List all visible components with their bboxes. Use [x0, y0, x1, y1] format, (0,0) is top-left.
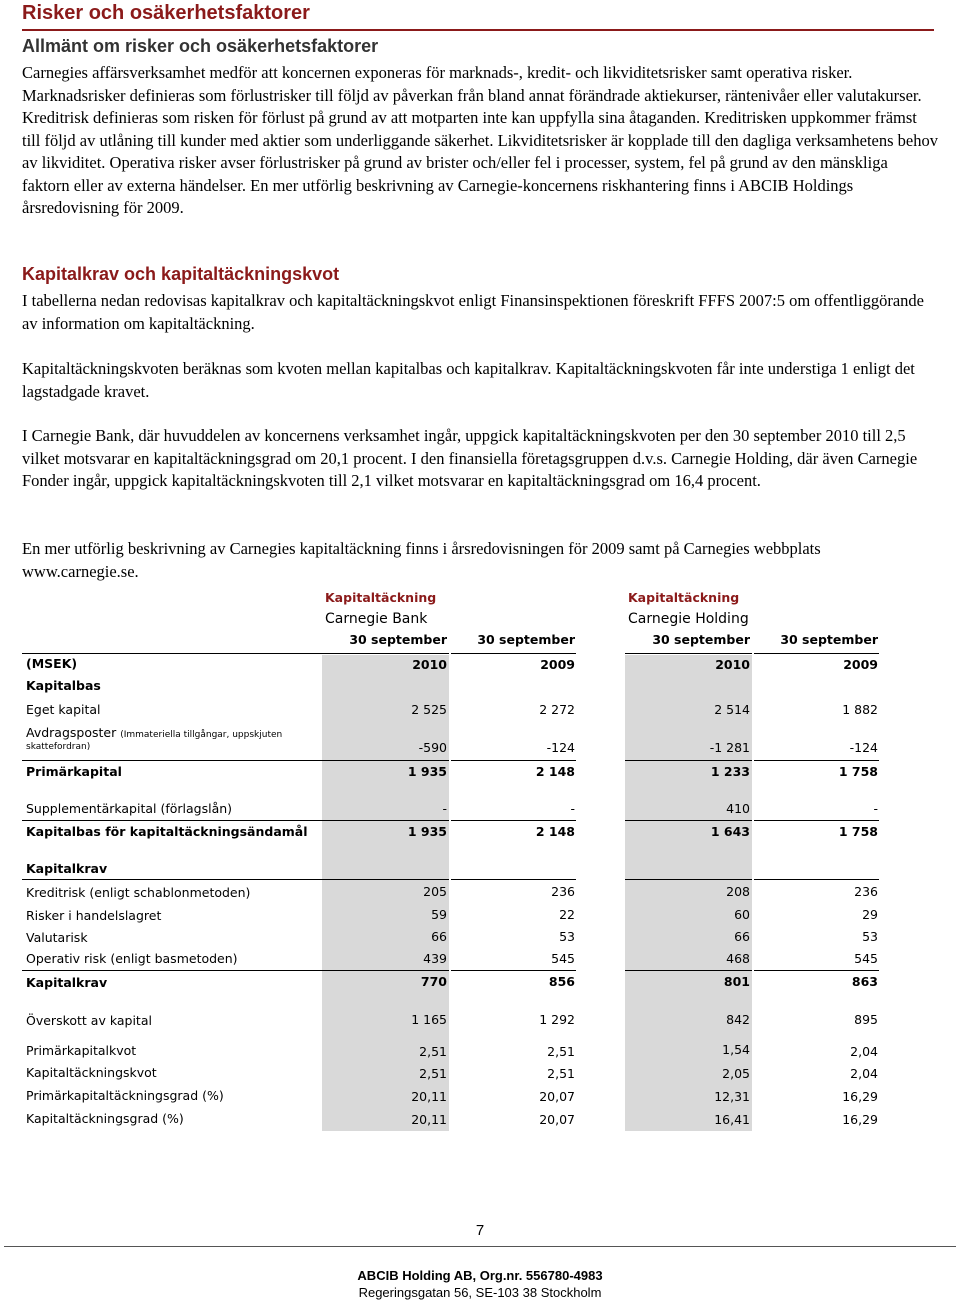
row-value: 2,04 [850, 1044, 878, 1059]
title-divider [22, 29, 934, 31]
row-value: 1 758 [838, 824, 878, 839]
row-label: Primärkapital [26, 764, 122, 779]
header-rule-col2 [451, 653, 576, 654]
column-year-3: 2010 [715, 657, 750, 672]
footer-company [0, 1268, 960, 1283]
row-value: 2 148 [535, 764, 575, 779]
row-label: Kapitalkrav [26, 975, 108, 990]
row-value: 468 [726, 951, 750, 966]
table-unit-label: (MSEK) [26, 656, 78, 671]
rule-before-primarkapital [451, 760, 576, 761]
rule-before-kapitalkrav-total [22, 970, 449, 971]
footer-divider [4, 1246, 956, 1247]
row-value: 16,29 [842, 1112, 878, 1127]
rule-before-primarkapital [625, 760, 752, 761]
row-label: Valutarisk [26, 930, 88, 945]
row-value: 1 165 [411, 1012, 447, 1027]
row-value: 60 [734, 907, 750, 922]
row-value: 2,51 [547, 1066, 575, 1081]
row-value: 2,04 [850, 1066, 878, 1081]
row-value: 22 [559, 907, 575, 922]
paragraph-risks: Carnegies affärsverksamhet medför att koncernen exponeras för marknads-, kredit- och likviditetsrisker samt operativa risker. Marknadsrisker definieras som förlustrisker till följd av påverkan från bland annat förändrade aktiekurser, räntenivåer eller valutakurser. Kreditrisk definieras som risken för förlust på grund av att motparten inte kan uppfylla sina åtaganden. Kreditrisken uppkommer främst till följd av utlåning till kunder med aktier som underliggande säkerhet. Likviditetsrisker är kopplade till den dagliga verksamhetens behov av likviditet. Operativa risker avser förlustrisker på grund av brister och/eller fel i processer, system, fel på grund av den mänskliga faktorn eller av externa händelser. En mer utförlig beskrivning av Carnegie-koncernens riskhantering finns i ABCIB Holdings årsredovisning för 2009. [22, 63, 938, 217]
row-value: 20,11 [411, 1089, 447, 1104]
row-value: 545 [551, 951, 575, 966]
row-value: 205 [423, 884, 447, 899]
paragraph-capital-figures: I Carnegie Bank, där huvuddelen av koncernens verksamhet ingår, uppgick kapitaltäckningskvoten per den 30 september 2010 till 2,5 vilket motsvarar en kapitaltäckningsgrad om 20,1 procent. I den finansiella företagsgruppen d.v.s. Carnegie Holding, där även Carnegie Fonder ingår, uppgick kapitaltäckningskvoten till 2,1 vilket motsvarar en kapitaltäckningsgrad om 16,4 procent. [22, 426, 918, 490]
row-value: -124 [849, 740, 878, 755]
row-value: 2,51 [419, 1066, 447, 1081]
rule-before-primarkapital [754, 760, 879, 761]
rule-before-kapitalbas-total [625, 820, 752, 821]
row-label: Kapitaltäckningsgrad (%) [26, 1111, 184, 1126]
row-value: 2,05 [722, 1066, 750, 1081]
row-value: 236 [854, 884, 878, 899]
header-rule-col3 [625, 653, 752, 654]
row-value: 801 [723, 974, 750, 989]
row-value: 16,41 [714, 1112, 750, 1127]
row-value: 1 643 [710, 824, 750, 839]
row-value: 20,11 [411, 1112, 447, 1127]
avdrag-main-label: Avdragsposter [26, 725, 117, 740]
row-value: -124 [546, 740, 575, 755]
column-year-1: 2010 [412, 657, 447, 672]
row-value: 208 [726, 884, 750, 899]
row-value: 863 [851, 974, 878, 989]
row-label: Överskott av kapital [26, 1013, 152, 1028]
paragraph-capital-more-info: En mer utförlig beskrivning av Carnegies kapitaltäckning finns i årsredovisningen för 2009 samt på Carnegies webbplats www.carnegie.se. [22, 539, 821, 581]
column-year-4: 2009 [843, 657, 878, 672]
rule-before-kapitalkrav-total [625, 970, 752, 971]
row-value: 895 [854, 1012, 878, 1027]
row-value: - [570, 801, 575, 816]
row-value: 410 [726, 801, 750, 816]
rule-kapitalkrav-section [625, 879, 752, 880]
column-period-4: 30 september [780, 632, 878, 647]
row-value: 20,07 [539, 1112, 575, 1127]
row-value: 29 [862, 907, 878, 922]
column-period-3: 30 september [652, 632, 750, 647]
section-heading-capital: Kapitalkrav och kapitaltäckningskvot [22, 264, 340, 284]
row-value: 236 [551, 884, 575, 899]
table-entity-bank: Carnegie Bank [325, 611, 428, 627]
row-label-avdragsposter [26, 725, 282, 740]
section-heading-risks: Allmänt om risker och osäkerhetsfaktorer [22, 36, 379, 56]
row-label: Kapitaltäckningskvot [26, 1065, 157, 1080]
row-label: Primärkapitaltäckningsgrad (%) [26, 1088, 224, 1103]
row-value: 59 [431, 907, 447, 922]
row-value: 1 292 [539, 1012, 575, 1027]
row-value: 12,31 [714, 1089, 750, 1104]
row-value: 1 882 [842, 702, 878, 717]
row-value: 66 [734, 929, 750, 944]
table-group-title-holding: Kapitaltäckning [628, 590, 740, 605]
paragraph-capital-intro: I tabellerna nedan redovisas kapitalkrav och kapitaltäckningskvot enligt Finansinspektionen föreskrift FFFS 2007:5 om offentliggörande av information om kapitaltäckning. [22, 291, 924, 333]
row-value: 2 525 [411, 702, 447, 717]
row-value: 2 514 [714, 702, 750, 717]
row-value: 439 [423, 951, 447, 966]
rule-kapitalkrav-section [754, 879, 879, 880]
row-value: -1 281 [709, 740, 750, 755]
row-value: 2 148 [535, 824, 575, 839]
footer-address: Regeringsgatan 56, SE-103 38 Stockholm [358, 1285, 602, 1300]
column-period-1: 30 september [349, 632, 447, 647]
page-number: 7 [475, 1222, 485, 1239]
table-entity-holding: Carnegie Holding [628, 611, 749, 627]
rule-kapitalkrav-section [22, 879, 449, 880]
rule-before-kapitalbas-total [22, 820, 449, 821]
rule-before-kapitalbas-total [754, 820, 879, 821]
table-section-kapitalbas: Kapitalbas [26, 678, 101, 693]
row-value: 53 [559, 929, 575, 944]
column-year-2: 2009 [540, 657, 575, 672]
paragraph-capital-ratio: Kapitaltäckningskvoten beräknas som kvoten mellan kapitalbas och kapitalkrav. Kapitaltäckningskvoten får inte understiga 1 enligt det lagstadgade kravet. [22, 359, 915, 401]
row-value: 842 [726, 1012, 750, 1027]
row-label: Risker i handelslagret [26, 908, 162, 923]
rule-before-kapitalkrav-total [451, 970, 576, 971]
header-rule-left [22, 653, 449, 654]
column-period-2: 30 september [477, 632, 575, 647]
row-label: Kreditrisk (enligt schablonmetoden) [26, 885, 251, 900]
rule-before-kapitalkrav-total [754, 970, 879, 971]
row-label: Eget kapital [26, 702, 101, 717]
row-value: 2,51 [547, 1044, 575, 1059]
row-value: 16,29 [842, 1089, 878, 1104]
row-label: Supplementärkapital (förlagslån) [26, 801, 233, 816]
row-value: 856 [548, 974, 575, 989]
rule-kapitalkrav-section [451, 879, 576, 880]
row-value: 53 [862, 929, 878, 944]
row-value: 2,51 [419, 1044, 447, 1059]
row-value: - [442, 801, 447, 816]
row-value: -590 [418, 740, 447, 755]
row-value: 1,54 [722, 1042, 750, 1057]
row-value: 1 935 [407, 764, 447, 779]
rule-before-kapitalbas-total [451, 820, 576, 821]
row-value: 545 [854, 951, 878, 966]
row-label: Operativ risk (enligt basmetoden) [26, 951, 238, 966]
table-group-title-bank: Kapitaltäckning [325, 590, 437, 605]
row-value: 770 [420, 974, 447, 989]
row-value: 1 935 [407, 824, 447, 839]
row-value: - [873, 801, 878, 816]
row-value: 2 272 [539, 702, 575, 717]
avdrag-note-2: skattefordran) [26, 742, 91, 752]
row-value: 20,07 [539, 1089, 575, 1104]
row-value: 1 758 [838, 764, 878, 779]
row-value: 66 [431, 929, 447, 944]
avdrag-note-1: (Immateriella tillgångar, uppskjuten [120, 730, 283, 740]
page-title: Risker och osäkerhetsfaktorer [22, 2, 310, 24]
row-value: 1 233 [710, 764, 750, 779]
rule-before-primarkapital [22, 760, 449, 761]
footer-company-text: ABCIB Holding AB, Org.nr. 556780-4983 [357, 1268, 603, 1283]
row-label: Primärkapitalkvot [26, 1043, 137, 1058]
header-rule-col4 [754, 653, 879, 654]
table-section-kapitalkrav: Kapitalkrav [26, 861, 108, 876]
row-label: Kapitalbas för kapitaltäckningsändamål [26, 824, 308, 839]
